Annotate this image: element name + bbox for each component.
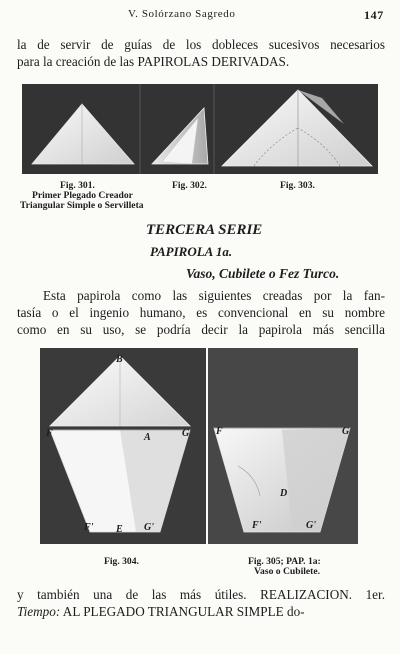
- label-305-Gp: G': [306, 520, 316, 531]
- figure-305-photo: [208, 348, 358, 544]
- figure-strip-301-303: [22, 84, 378, 174]
- caption-fig-302: Fig. 302.: [172, 180, 207, 191]
- closing-line-2-rest: AL PLEGADO TRIANGULAR SIMPLE do-: [60, 604, 305, 619]
- origami-triangles-illustration: [22, 84, 378, 174]
- caption-fig-304: Fig. 304.: [104, 556, 139, 567]
- body-line-2: tasía o el ingenio humano, es convencional en su nombre: [17, 305, 385, 320]
- label-304-E: E: [116, 524, 123, 535]
- papirola-subtitle: Vaso, Cubilete o Fez Turco.: [186, 266, 340, 281]
- label-304-A: A: [144, 432, 151, 443]
- caption-fig-305-line2: Vaso o Cubilete.: [254, 566, 321, 577]
- intro-line-1: la de servir de guías de los dobleces sucesivos necesarios: [17, 37, 385, 52]
- figure-304-photo: [40, 348, 206, 544]
- closing-paragraph: [17, 586, 385, 620]
- label-304-G: G: [182, 428, 190, 439]
- label-305-Fp: F': [252, 520, 262, 531]
- label-305-F: F: [216, 426, 223, 437]
- caption-fig-303: Fig. 303.: [280, 180, 315, 191]
- body-line-3: como en su uso, se podría decir la papirola más sencilla: [17, 322, 385, 337]
- intro-paragraph: [17, 36, 385, 70]
- caption-fig-301-line2: Primer Plegado Creador: [32, 190, 133, 201]
- caption-fig-301-line3: Triangular Simple o Servilleta: [20, 200, 144, 211]
- label-304-Gp: G': [144, 522, 154, 533]
- running-head: [0, 6, 400, 22]
- label-305-G: G: [342, 426, 350, 437]
- body-line-1: Esta papirola como las siguientes creadas por la fan-: [43, 288, 385, 303]
- vaso-unfolded-illustration: [40, 348, 206, 544]
- closing-italic-term: Tiempo:: [17, 604, 61, 619]
- caption-fig-305-line1: Fig. 305; PAP. 1a:: [248, 556, 321, 567]
- label-305-D: D: [280, 488, 288, 499]
- series-heading: TERCERA SERIE: [146, 222, 263, 238]
- closing-line-1: y también una de las más útiles. REALIZACION. 1er.: [17, 587, 385, 602]
- caption-fig-301-number: Fig. 301.: [60, 180, 95, 191]
- running-head-author: V. Solórzano Sagredo: [128, 8, 236, 20]
- intro-line-2: para la creación de las PAPIROLAS DERIVADAS.: [17, 54, 290, 69]
- label-304-F: F: [46, 428, 53, 439]
- page-number: 147: [364, 8, 384, 22]
- papirola-heading: PAPIROLA 1a.: [150, 244, 233, 259]
- closing-line-2: [17, 603, 385, 620]
- vaso-cup-illustration: [208, 348, 358, 544]
- label-304-Fp: F': [84, 522, 94, 533]
- label-304-B: B: [116, 354, 123, 365]
- body-paragraph: [17, 287, 385, 338]
